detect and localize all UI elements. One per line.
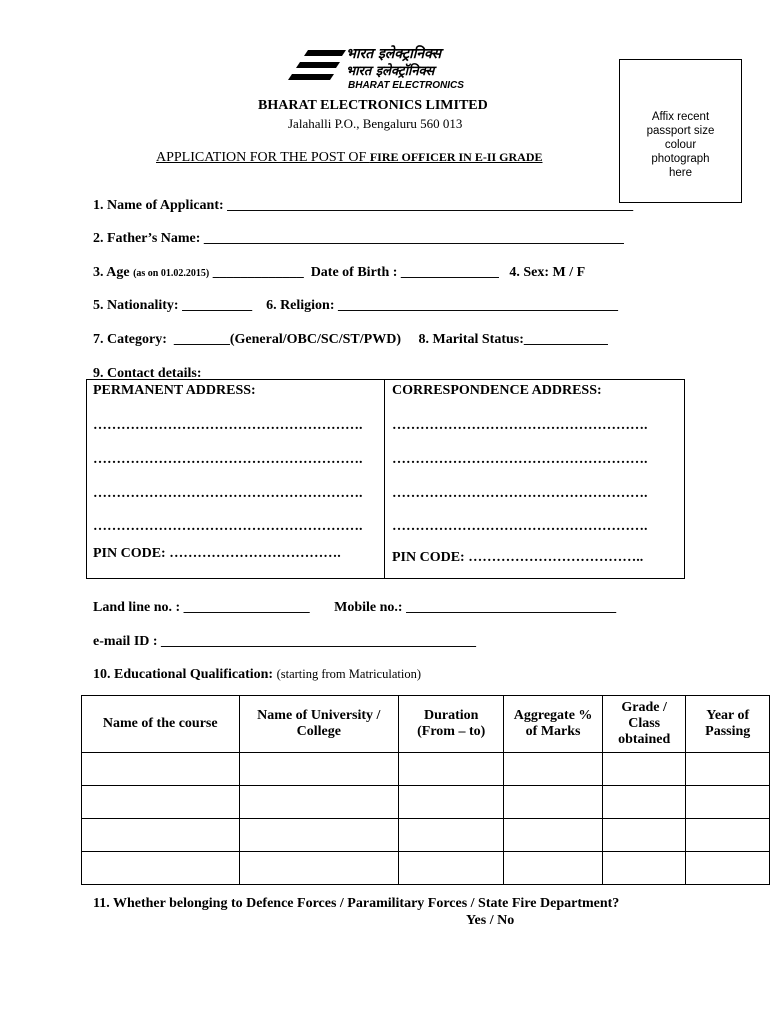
photo-text-line1: Affix recent <box>651 111 710 123</box>
table-row <box>82 852 770 885</box>
age-label: 3. Age <box>93 265 130 280</box>
education-heading-row <box>93 667 421 683</box>
mobile-label: Mobile no.: <box>334 600 403 615</box>
age-field[interactable]: _____________ <box>212 265 304 280</box>
table-cell[interactable] <box>504 753 603 786</box>
applicant-name-label: 1. Name of Applicant: <box>93 198 224 213</box>
correspondence-address-line-4[interactable]: ………………………………………………. <box>392 519 648 534</box>
phone-row <box>93 600 616 616</box>
col-university: Name of University / College <box>239 696 399 753</box>
father-name-field[interactable]: ____________________________________________________________ <box>203 231 624 246</box>
defence-answer[interactable]: Yes / No <box>466 913 515 928</box>
table-row <box>82 819 770 852</box>
permanent-address-line-3[interactable]: …………………………………………………. <box>93 486 363 501</box>
table-cell[interactable] <box>602 753 686 786</box>
correspondence-address-line-3[interactable]: ………………………………………………. <box>392 486 648 501</box>
form-title-part1: APPLICATION FOR THE POST OF <box>156 150 370 165</box>
logo-text-line1: भारत इलेक्ट्रानिक्स <box>346 46 442 62</box>
mobile-field[interactable]: ______________________________ <box>406 600 617 615</box>
correspondence-address-line-1[interactable]: ………………………………………………. <box>392 418 648 433</box>
landline-field[interactable]: __________________ <box>183 600 310 615</box>
photo-text-line5: here <box>668 167 693 179</box>
photo-text-line3: colour <box>664 139 697 151</box>
dob-label: Date of Birth : <box>310 265 398 280</box>
permanent-pin-code[interactable]: PIN CODE: ………………………………. <box>93 546 341 561</box>
education-heading: 10. Educational Qualification: <box>93 667 274 682</box>
contact-details-heading: 9. Contact details: <box>93 366 202 381</box>
correspondence-address-line-2[interactable]: ………………………………………………. <box>392 452 648 467</box>
correspondence-pin-code[interactable]: PIN CODE: ……………………………….. <box>392 550 644 565</box>
correspondence-address-heading: CORRESPONDENCE ADDRESS: <box>392 383 602 398</box>
col-course-name: Name of the course <box>82 696 240 753</box>
col-aggregate: Aggregate % of Marks <box>504 696 603 753</box>
permanent-address-line-4[interactable]: …………………………………………………. <box>93 519 363 534</box>
table-cell[interactable] <box>399 819 504 852</box>
landline-label: Land line no. : <box>93 600 181 615</box>
category-label: 7. Category: <box>93 332 167 347</box>
table-row <box>82 753 770 786</box>
category-marital-row <box>93 332 608 348</box>
table-cell[interactable] <box>686 786 770 819</box>
permanent-address-line-1[interactable]: …………………………………………………. <box>93 418 363 433</box>
applicant-name-row <box>93 198 633 214</box>
father-name-row <box>93 231 624 247</box>
category-field[interactable]: ________ <box>173 332 230 347</box>
table-cell[interactable] <box>686 819 770 852</box>
email-row <box>93 634 476 650</box>
defence-question: 11. Whether belonging to Defence Forces / Paramilitary Forces / State Fire Department? <box>93 896 620 911</box>
table-cell[interactable] <box>686 852 770 885</box>
nationality-label: 5. Nationality: <box>93 298 179 313</box>
company-address: Jalahalli P.O., Bengaluru 560 013 <box>288 116 463 131</box>
table-cell[interactable] <box>82 819 240 852</box>
photo-box <box>619 59 742 203</box>
table-cell[interactable] <box>399 753 504 786</box>
table-cell[interactable] <box>82 753 240 786</box>
table-cell[interactable] <box>504 819 603 852</box>
religion-label: 6. Religion: <box>266 298 335 313</box>
education-table <box>81 695 770 885</box>
table-cell[interactable] <box>239 786 399 819</box>
table-cell[interactable] <box>82 786 240 819</box>
logo-text-line2: भारत इलेक्ट्रॉनिक्स <box>346 64 435 79</box>
logo-text-line3: BHARAT ELECTRONICS <box>348 80 464 91</box>
col-year: Year of Passing <box>686 696 770 753</box>
col-duration: Duration (From – to) <box>399 696 504 753</box>
table-cell[interactable] <box>686 753 770 786</box>
photo-text-line4: photograph <box>651 153 710 165</box>
table-cell[interactable] <box>399 852 504 885</box>
age-note: (as on 01.02.2015) <box>133 268 210 279</box>
table-cell[interactable] <box>602 819 686 852</box>
table-cell[interactable] <box>602 852 686 885</box>
table-cell[interactable] <box>82 852 240 885</box>
photo-text-line2: passport size <box>646 125 715 137</box>
company-logo <box>288 44 462 96</box>
table-cell[interactable] <box>504 852 603 885</box>
table-cell[interactable] <box>239 819 399 852</box>
nationality-religion-row <box>93 298 618 314</box>
table-cell[interactable] <box>239 852 399 885</box>
sex-field[interactable]: 4. Sex: M / F <box>509 265 586 280</box>
permanent-address-line-2[interactable]: …………………………………………………. <box>93 452 363 467</box>
category-options: (General/OBC/SC/ST/PWD) <box>229 332 401 347</box>
permanent-address-heading: PERMANENT ADDRESS: <box>93 383 256 398</box>
logo-stripes-icon <box>288 46 348 96</box>
table-cell[interactable] <box>399 786 504 819</box>
age-dob-sex-row <box>93 265 585 281</box>
applicant-name-field[interactable]: __________________________________________________________ <box>227 198 634 213</box>
education-note: (starting from Matriculation) <box>276 667 421 681</box>
email-label: e-mail ID : <box>93 634 158 649</box>
table-cell[interactable] <box>239 753 399 786</box>
company-name: BHARAT ELECTRONICS LIMITED <box>258 98 488 113</box>
col-grade: Grade / Class obtained <box>602 696 686 753</box>
form-title <box>156 148 543 166</box>
table-cell[interactable] <box>504 786 603 819</box>
form-title-part2: FIRE OFFICER IN E-II GRADE <box>369 150 543 164</box>
education-table-header <box>82 696 770 753</box>
email-field[interactable]: _____________________________________________ <box>161 634 477 649</box>
address-box <box>86 379 685 579</box>
father-name-label: 2. Father’s Name: <box>93 231 201 246</box>
marital-status-field[interactable]: ____________ <box>523 332 608 347</box>
nationality-field[interactable]: __________ <box>182 298 253 313</box>
table-row <box>82 786 770 819</box>
dob-field[interactable]: ______________ <box>400 265 499 280</box>
religion-field[interactable]: ________________________________________ <box>338 298 619 313</box>
table-cell[interactable] <box>602 786 686 819</box>
address-divider <box>384 380 385 578</box>
marital-status-label: 8. Marital Status: <box>418 332 524 347</box>
